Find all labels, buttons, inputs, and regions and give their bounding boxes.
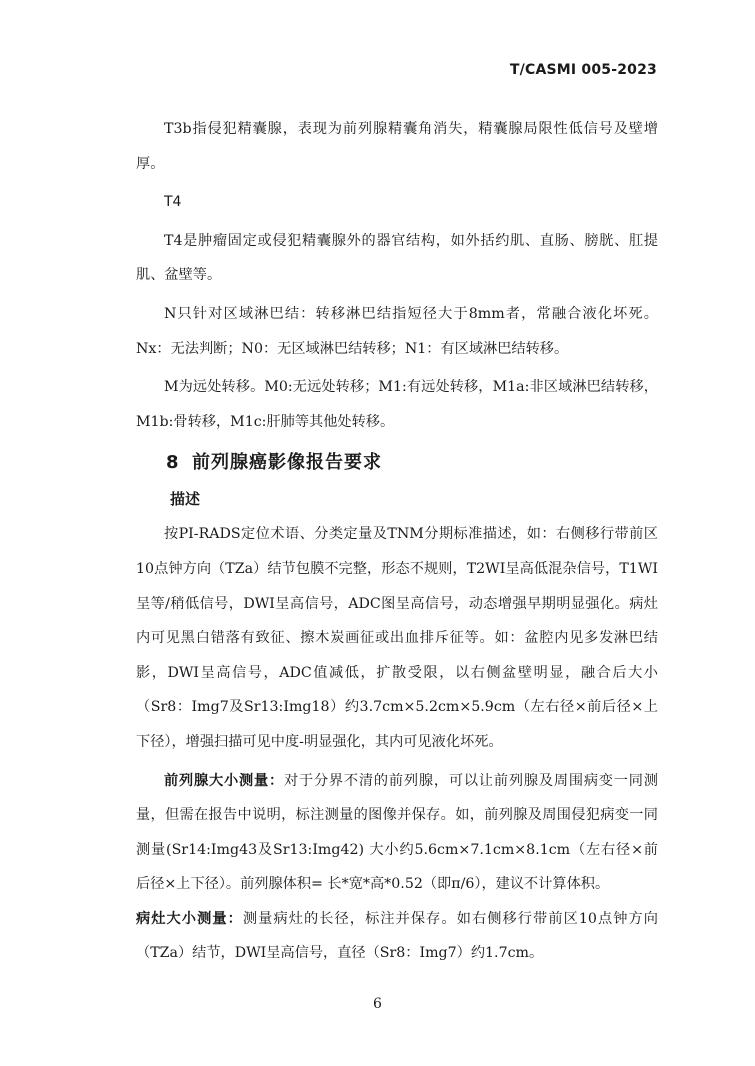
- paragraph-t3b: T3b指侵犯精囊腺，表现为前列腺精囊角消失，精囊腺局限性低信号及壁增厚。: [136, 121, 658, 172]
- section-number: 8: [166, 452, 180, 474]
- paragraph-description: 按PI-RADS定位术语、分类定量及TNM分期标准描述，如：右侧移行带前区10点钟方向（TZa）结节包膜不完整，形态不规则，T2WI呈高低混杂信号，T1WI呈等/稍低信号，DWI呈高信号，ADC图呈高信号，动态增强早期明显强化。病灶内可见黑白错落有致征、擦木炭画征或出血排斥征等。如：盆腔内见多发淋巴结影，DWI呈高信号，ADC值减低，扩散受限，以右侧盆壁明显，融合后大小（Sr8：Img7及Sr13:Img18）约3.7cm×5.2cm×5.9cm（左右径×前后径×上下径），增强扫描可见中度-明显强化，其内可见液化坏死。: [136, 526, 658, 750]
- paragraph-lesion-size: [136, 902, 658, 971]
- section-heading: [136, 445, 658, 481]
- paragraph-n: N只针对区域淋巴结：转移淋巴结指短径大于8mm者，常融合液化坏死。Nx：无法判断；N0：无区域淋巴结转移；N1：有区域淋巴结转移。: [136, 305, 658, 357]
- lesion-size-text: 测量病灶的长径，标注并保存。如右侧移行带前区10点钟方向（TZa）结节，DWI呈高信号，直径（Sr8：Img7）约1.7cm。: [136, 910, 658, 962]
- label-t4: T4: [164, 194, 182, 211]
- subsection-heading: 描述: [170, 490, 201, 509]
- page-number: 6: [373, 996, 382, 1012]
- prostate-size-label: 前列腺大小测量：: [164, 772, 284, 789]
- section-title: 前列腺癌影像报告要求: [192, 452, 382, 474]
- paragraph-prostate-size: [136, 764, 658, 902]
- paragraph-m: M为远处转移。M0:无远处转移；M1:有远处转移，M1a:非区域淋巴结转移，M1b:骨转移，M1c:肝肺等其他处转移。: [136, 379, 658, 430]
- page-content: [136, 112, 658, 971]
- document-id: T/CASMI 005-2023: [509, 62, 657, 78]
- lesion-size-label: 病灶大小测量：: [136, 910, 243, 927]
- prostate-size-text: 对于分界不清的前列腺，可以让前列腺及周围病变一同测量，但需在报告中说明，标注测量的图像并保存。如，前列腺及周围侵犯病变一同测量(Sr14:Img43及Sr13:Img42) 大小约5.6cm×7.1cm×8.1cm（左右径×前后径×上下径）。前列腺体积= 长*宽*高*0.52（即π/6），建议不计算体积。: [136, 772, 658, 893]
- paragraph-t4: T4是肿瘤固定或侵犯精囊腺外的器官结构，如外括约肌、直肠、膀胱、肛提肌、盆壁等。: [136, 232, 658, 284]
